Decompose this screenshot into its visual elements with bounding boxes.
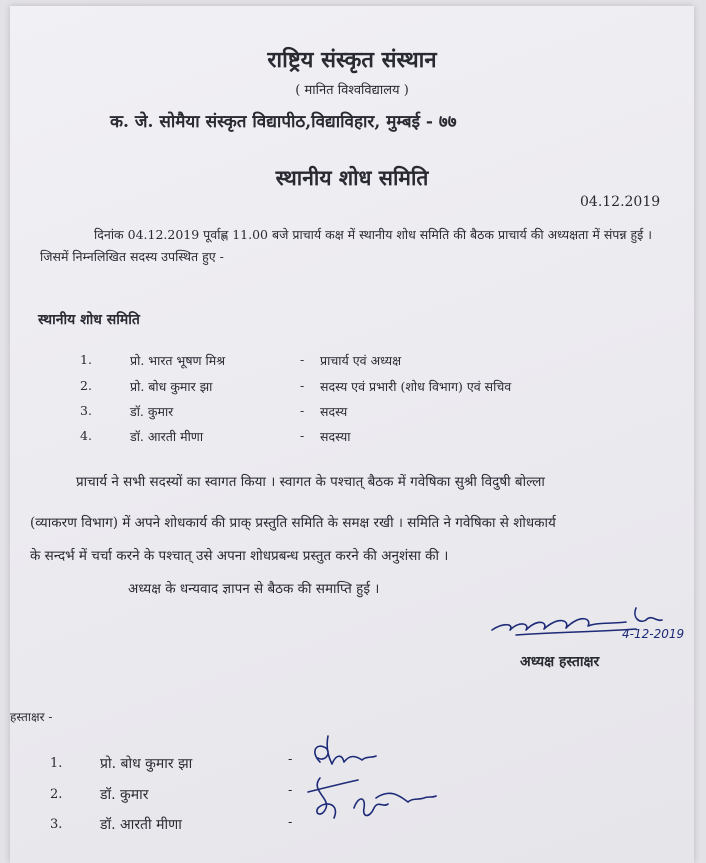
member-name: प्रो. भारत भूषण मिश्र — [130, 353, 226, 368]
member-dash: - — [300, 403, 305, 418]
member-name: डॉ. कुमार — [130, 404, 174, 419]
member-number: 4. — [80, 428, 92, 443]
institution-subtitle: ( मानित विश्वविद्यालय ) — [295, 83, 409, 98]
signature-number: 2. — [50, 787, 63, 802]
member-name: डॉ. आरती मीणा — [130, 429, 204, 444]
signature-name: प्रो. बोध कुमार झा — [100, 756, 193, 772]
signature-number: 3. — [50, 817, 63, 832]
signature-scribble-2 — [300, 768, 440, 834]
intro-paragraph — [40, 224, 670, 268]
signature-name: डॉ. कुमार — [100, 787, 149, 803]
member-dash: - — [300, 428, 305, 443]
member-name: प्रो. बोध कुमार झा — [130, 379, 213, 394]
member-role: सदस्य एवं प्रभारी (शोध विभाग) एवं सचिव — [320, 379, 512, 394]
chair-signature-date-text: 4-12-2019 — [622, 627, 685, 641]
document-title: स्थानीय शोध समिति — [275, 165, 429, 190]
member-role: प्राचार्य एवं अध्यक्ष — [320, 353, 402, 368]
member-role: सदस्य — [320, 404, 348, 419]
institution-name: राष्ट्रिय संस्कृत संस्थान — [267, 47, 437, 73]
member-number: 1. — [80, 352, 92, 367]
signature-scribble-1 — [306, 732, 382, 772]
chair-signature-label: अध्यक्ष हस्ताक्षर — [520, 654, 600, 670]
member-dash: - — [300, 378, 305, 393]
chair-signature-date — [620, 622, 706, 646]
signature-dash: - — [288, 815, 293, 830]
document-page — [10, 6, 694, 863]
signatures-heading: हस्ताक्षर - — [10, 710, 53, 724]
closing-line: अध्यक्ष के धन्यवाद ज्ञापन से बैठक की समाप्ति हुई । — [128, 581, 380, 597]
signature-number: 1. — [50, 756, 63, 771]
intro-text: दिनांक 04.12.2019 पूर्वाह्ण 11.00 बजे प्राचार्य कक्ष में स्थानीय शोध समिति की बैठक प्राचार्य की अध्यक्षता में संपन्न हुई । जिसमें निम्नलिखित सदस्य उपस्थित हुए - — [40, 227, 652, 264]
document-date: 04.12.2019 — [580, 194, 661, 210]
body-line-3: के सन्दर्भ में चर्चा करने के पश्चात् उसे अपना शोधप्रबन्ध प्रस्तुत करने की अनुशंसा की । — [30, 548, 449, 564]
signature-dash: - — [288, 783, 293, 798]
body-line-2: (व्याकरण विभाग) में अपने शोधकार्य की प्राक् प्रस्तुति समिति के समक्ष रखी । समिति ने गवेषिका से शोधकार्य — [30, 515, 556, 531]
signature-dash: - — [288, 752, 293, 767]
body-line-1: प्राचार्य ने सभी सदस्यों का स्वागत किया । स्वागत के पश्चात् बैठक में गवेषिका सुश्री विदुषी बोल्ला — [76, 474, 545, 490]
signature-name: डॉ. आरती मीणा — [100, 817, 182, 833]
member-dash: - — [300, 352, 305, 367]
member-number: 3. — [80, 403, 92, 418]
campus-address: क. जे. सोमैया संस्कृत विद्यापीठ,विद्याविहार, मुम्बई - ७७ — [110, 112, 457, 132]
committee-heading: स्थानीय शोध समिति — [38, 312, 140, 328]
member-number: 2. — [80, 378, 92, 393]
member-role: सदस्या — [320, 429, 351, 444]
